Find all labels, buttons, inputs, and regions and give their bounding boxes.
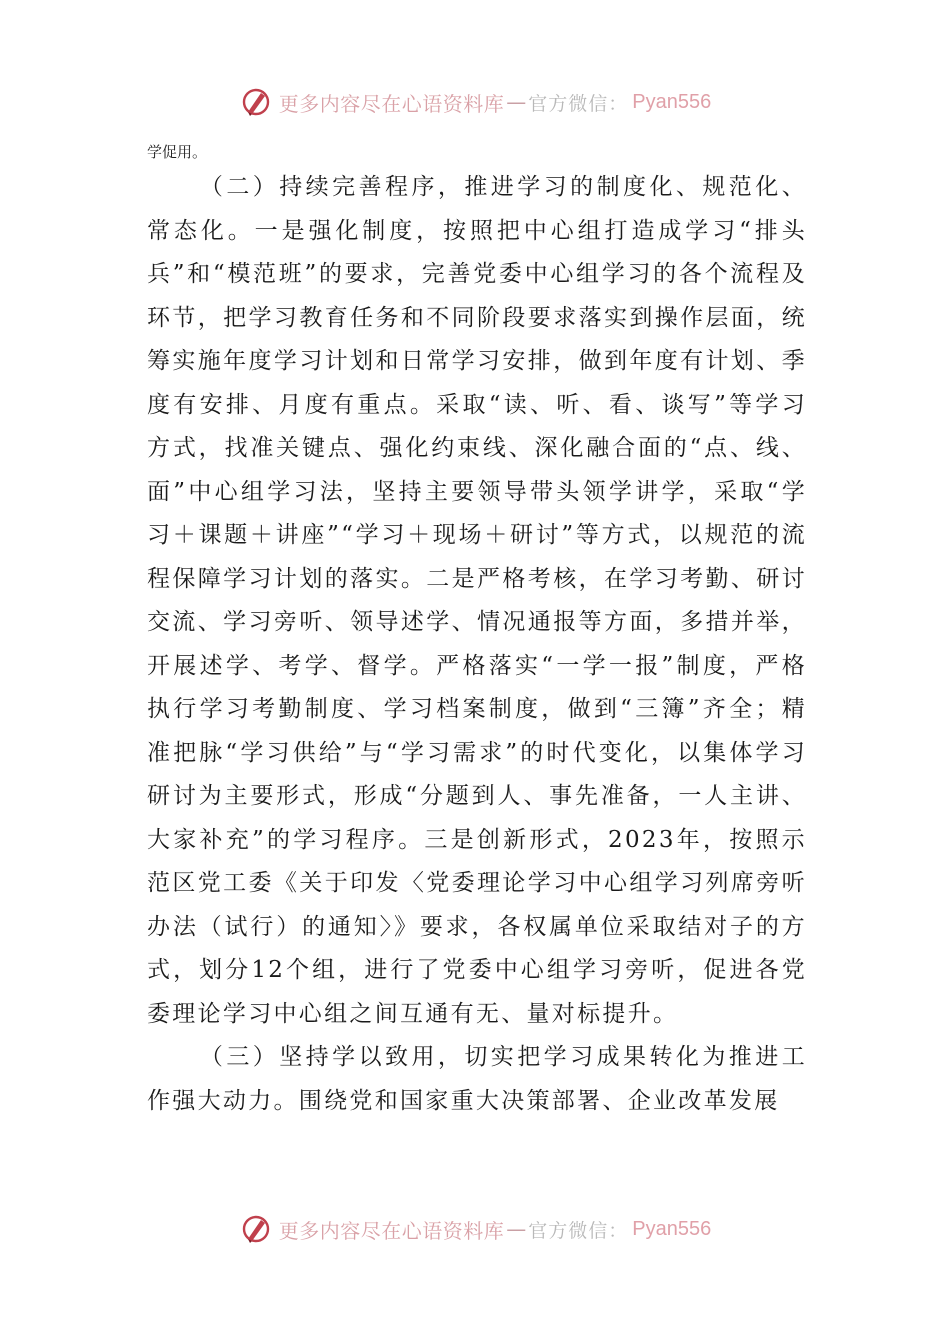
watermark-wechat-label: 官方微信：	[528, 92, 629, 115]
lead-fragment: 学促用。	[147, 143, 208, 161]
watermark-footer	[0, 1209, 950, 1249]
watermark-header	[0, 82, 950, 122]
watermark-wechat-label: 官方微信：	[528, 1219, 629, 1242]
paragraph-section-2: （二）持续完善程序，推进学习的制度化、规范化、常态化。一是强化制度，按照把中心组打造成学习“排头兵”和“模范班”的要求，完善党委中心组学习的各个流程及环节，把学习教育任务和不同阶段要求落实到操作层面，统筹实施年度学习计划和日常学习安排，做到年度有计划、季度有安排、月度有重点。采取“读、听、看、谈写”等学习方式，找准关键点、强化约束线、深化融合面的“点、线、面”中心组学习法，坚持主要领导带头领学讲学，采取“学习＋课题＋讲座”“学习＋现场＋研讨”等方式，以规范的流程保障学习计划的落实。二是严格考核，在学习考勤、研讨交流、学习旁听、领导述学、情况通报等方面，多措并举，开展述学、考学、督学。严格落实“一学一报”制度，严格执行学习考勤制度、学习档案制度，做到“三簿”齐全；精准把脉“学习供给”与“学习需求”的时代变化，以集体学习研讨为主要形式，形成“分题到人、事先准备，一人主讲、大家补充”的学习程序。三是创新形式，2023年，按照示范区党工委《关于印发〈党委理论学习中心组学习列席旁听办法（试行）的通知〉》要求，各权属单位采取结对子的方式，划分12个组，进行了党委中心组学习旁听，促进各党委理论学习中心组之间互通有无、量对标提升。	[147, 174, 807, 1027]
watermark-dash: —	[506, 90, 527, 114]
pen-logo-icon	[239, 1212, 273, 1246]
paragraph-section-3: （三）坚持学以致用，切实把学习成果转化为推进工作强大动力。围绕党和国家重大决策部署、企业改革发展	[147, 1044, 807, 1114]
document-body	[147, 140, 807, 1123]
watermark-wechat-id: Pyan556	[632, 90, 712, 113]
pen-logo-icon	[239, 85, 273, 119]
watermark-wechat-id: Pyan556	[632, 1217, 712, 1240]
watermark-text: 更多内容尽在心语资料库	[278, 91, 505, 116]
watermark-dash: —	[506, 1217, 527, 1241]
watermark-text: 更多内容尽在心语资料库	[278, 1218, 505, 1243]
